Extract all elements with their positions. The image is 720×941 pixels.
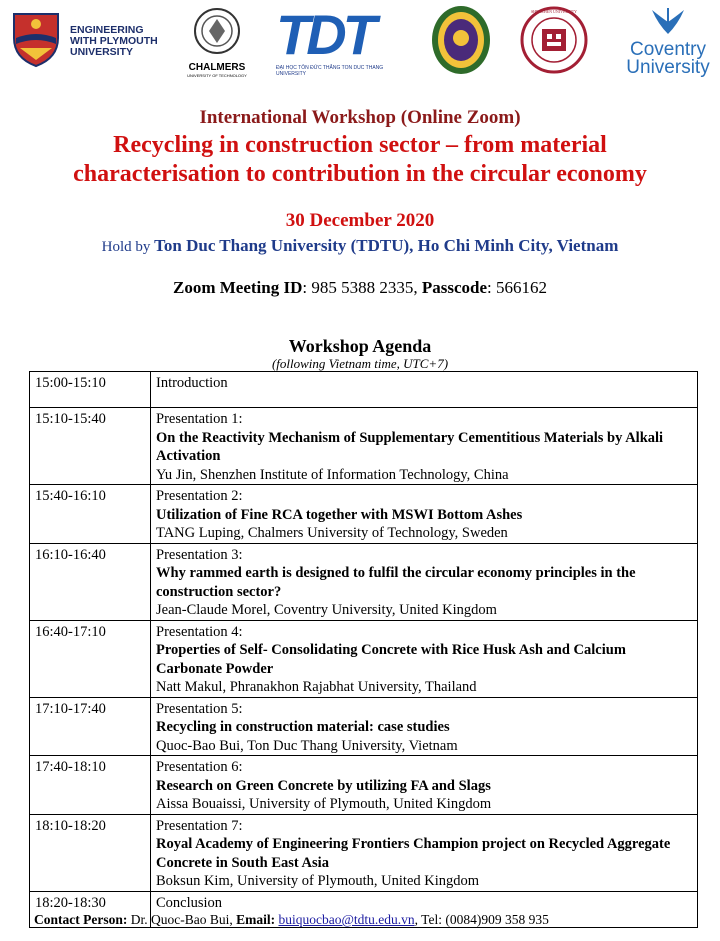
agenda-time: 17:40-18:10 <box>30 756 151 815</box>
agenda-time: 15:40-16:10 <box>30 485 151 544</box>
agenda-content <box>151 814 698 891</box>
agenda-row <box>30 756 698 815</box>
plymouth-crest-icon <box>6 8 66 70</box>
shenzhen-seal-icon <box>520 5 588 75</box>
agenda-label: Presentation 1: <box>156 411 243 427</box>
workshop-host <box>0 236 720 256</box>
agenda-content <box>151 408 698 485</box>
workshop-org: International Workshop (Online Zoom) <box>199 107 521 128</box>
coventry-logo <box>618 6 718 78</box>
agenda-label: Presentation 6: <box>156 759 243 775</box>
agenda-content <box>151 372 698 408</box>
workshop-title-line2: characterisation to contribution in the circular economy <box>73 161 647 187</box>
presentation-title: Recycling in construction material: case studies <box>156 719 450 735</box>
agenda-row <box>30 372 698 408</box>
tdt-logo-text: TDT <box>276 3 373 66</box>
agenda-content <box>151 543 698 620</box>
agenda-time: 15:00-15:10 <box>30 372 151 408</box>
agenda-label: Presentation 7: <box>156 817 243 834</box>
presentation-speaker: Yu Jin, Shenzhen Institute of Information Technology, China <box>156 466 509 483</box>
passcode-label: Passcode <box>421 278 488 297</box>
presentation-speaker: Aissa Bouaissi, University of Plymouth, United Kingdom <box>156 796 492 812</box>
contact-line <box>34 912 549 928</box>
green-seal-logo <box>430 4 492 76</box>
email-link[interactable]: buiquocbao@tdtu.edu.vn <box>278 912 415 927</box>
agenda-row <box>30 408 698 485</box>
tdt-logo <box>276 5 396 77</box>
chalmers-logo <box>184 5 250 77</box>
shenzhen-logo <box>520 5 588 75</box>
agenda-content <box>151 485 698 544</box>
agenda-label: Conclusion <box>156 894 223 911</box>
plymouth-logo-text: ENGINEERING WITH PLYMOUTH UNIVERSITY <box>70 24 158 58</box>
shenzhen-logo-text: SHENZHEN UNIVERSITY <box>530 9 578 14</box>
presentation-title: Research on Green Concrete by utilizing FA and Slags <box>156 777 491 794</box>
contact-name: Dr. Quoc-Bao Bui, <box>130 912 233 927</box>
agenda-time: 18:20-18:30 <box>30 891 151 927</box>
agenda-content <box>151 756 698 815</box>
workshop-title-line1: Recycling in construction sector – from material <box>113 132 607 158</box>
tdt-logo-subtext: ĐẠI HỌC TÔN ĐỨC THẮNG TON DUC THANG UNIVERSITY <box>276 65 384 77</box>
agenda-label: Presentation 3: <box>156 546 243 563</box>
coventry-logo-text-1: Coventry <box>629 39 707 60</box>
chalmers-logo-text: CHALMERS <box>188 62 246 73</box>
agenda-label: Presentation 2: <box>156 488 243 504</box>
presentation-speaker: TANG Luping, Chalmers University of Technology, Sweden <box>156 525 508 541</box>
agenda-content <box>151 620 698 697</box>
agenda-label: Presentation 5: <box>156 700 243 717</box>
agenda-time: 16:40-17:10 <box>30 620 151 697</box>
agenda-row <box>30 620 698 697</box>
zoom-info: Zoom Meeting ID: 985 5388 2335, Passcode: 566162 <box>172 278 547 297</box>
agenda-row <box>30 814 698 891</box>
contact-tel: , Tel: (0084)909 358 935 <box>414 912 549 927</box>
presentation-title: Why rammed earth is designed to fulfil the circular economy principles in the construction sector? <box>156 565 636 600</box>
zoom-id: 985 5388 2335 <box>311 278 414 297</box>
coventry-logo-text-2: University <box>626 57 710 78</box>
agenda-time: 15:10-15:40 <box>30 408 151 485</box>
agenda-label: Introduction <box>156 375 228 391</box>
email-label: Email: <box>236 912 276 927</box>
agenda-row <box>30 697 698 756</box>
workshop-date: 30 December 2020 <box>285 210 435 231</box>
presentation-title: On the Reactivity Mechanism of Supplementary Cementitious Materials by Alkali Activation <box>156 429 664 464</box>
plymouth-logo <box>6 8 156 70</box>
zoom-id-label: Zoom Meeting ID <box>172 278 303 297</box>
presentation-speaker: Natt Makul, Phranakhon Rajabhat University, Thailand <box>156 679 477 695</box>
agenda-content <box>151 697 698 756</box>
host-name: Ton Duc Thang University (TDTU), Ho Chi Minh City, Vietnam <box>154 236 619 255</box>
presentation-speaker: Boksun Kim, University of Plymouth, United Kingdom <box>156 873 480 889</box>
presentation-title: Properties of Self- Consolidating Concrete with Rice Husk Ash and Calcium Carbonate Powder <box>156 642 626 677</box>
agenda-time: 16:10-16:40 <box>30 543 151 620</box>
chalmers-emblem-icon <box>192 5 242 57</box>
presentation-title: Utilization of Fine RCA together with MSWI Bottom Ashes <box>156 506 523 523</box>
chalmers-logo-subtext: UNIVERSITY OF TECHNOLOGY <box>187 73 247 78</box>
agenda-subtitle: (following Vietnam time, UTC+7) <box>271 356 449 371</box>
agenda-time: 17:10-17:40 <box>30 697 151 756</box>
passcode: 566162 <box>496 278 547 297</box>
contact-label: Contact Person: <box>34 912 128 927</box>
workshop-title <box>0 131 720 189</box>
logo-strip <box>0 0 720 85</box>
host-prefix: Hold by <box>101 239 151 255</box>
agenda-row <box>30 485 698 544</box>
presentation-title: Royal Academy of Engineering Frontiers Champion project on Recycled Aggregate Concrete in South East Asia <box>156 836 671 871</box>
agenda-title: Workshop Agenda <box>288 336 432 356</box>
presentation-speaker: Jean-Claude Morel, Coventry University, United Kingdom <box>156 602 497 618</box>
coventry-phoenix-icon <box>648 6 688 36</box>
presentation-speaker: Quoc-Bao Bui, Ton Duc Thang University, Vietnam <box>156 737 458 754</box>
agenda-table <box>29 371 698 928</box>
agenda-label: Presentation 4: <box>156 623 243 640</box>
university-seal-icon <box>430 4 492 76</box>
agenda-row <box>30 543 698 620</box>
agenda-time: 18:10-18:20 <box>30 814 151 891</box>
